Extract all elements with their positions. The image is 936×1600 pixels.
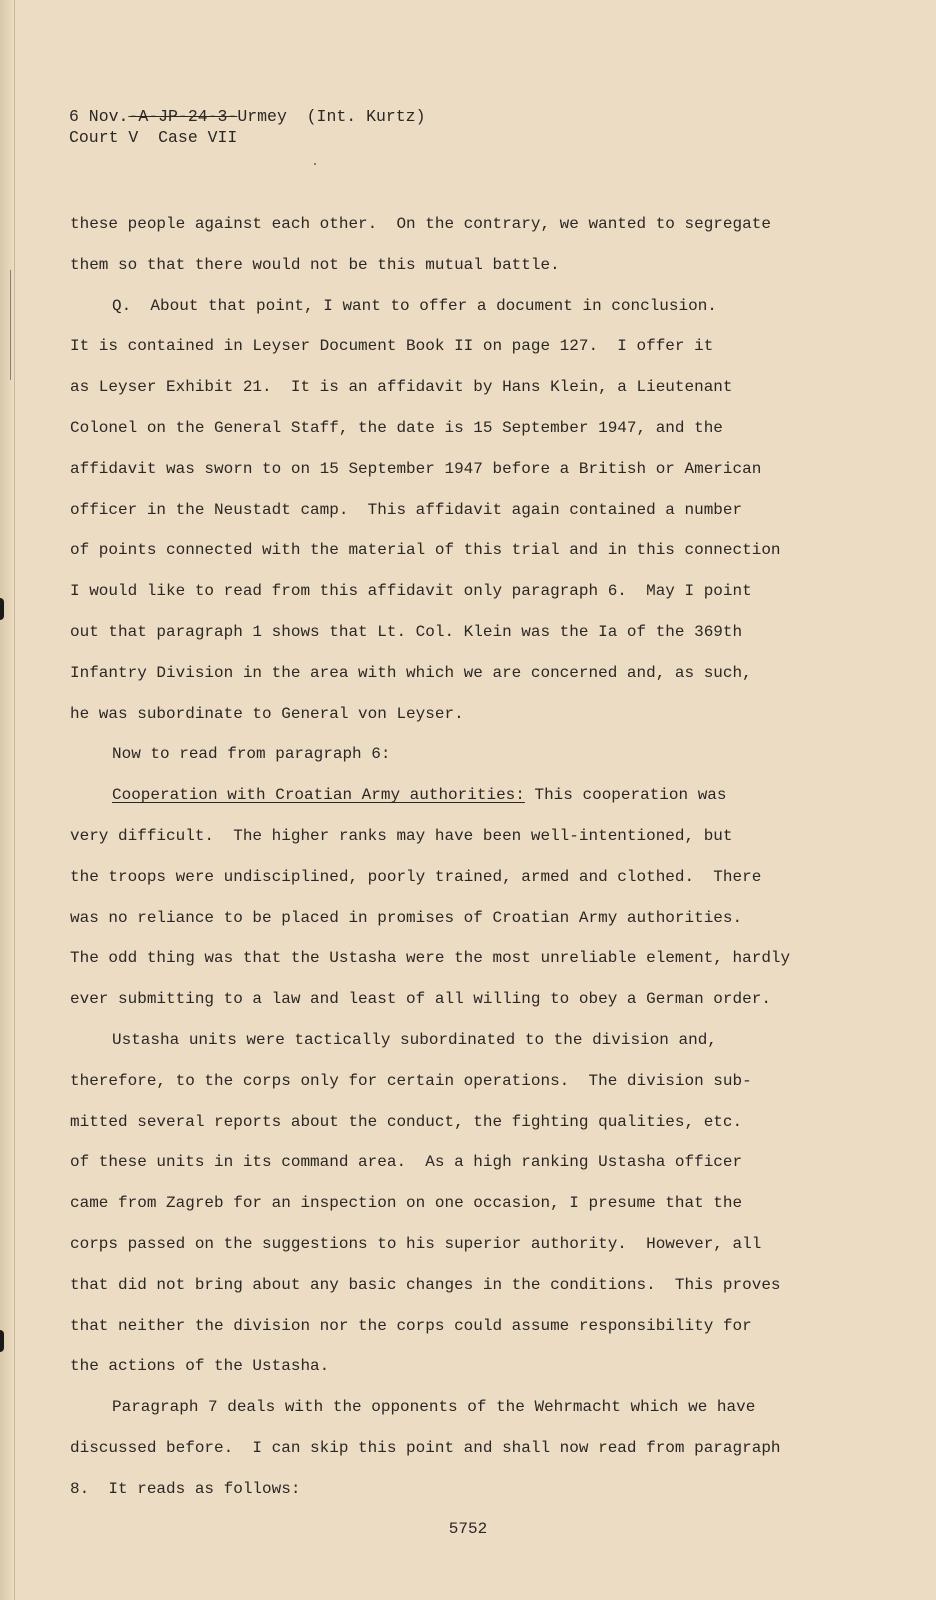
header-date: 6 Nov. [69, 107, 129, 126]
margin-pencil-mark [10, 270, 11, 380]
cooperation-heading: Cooperation with Croatian Army authorities: [112, 786, 525, 805]
transcript-line: he was subordinate to General von Leyser. [70, 704, 464, 723]
transcript-line: of these units in its command area. As a high ranking Ustasha officer [70, 1153, 743, 1172]
transcript-line: that did not bring about any basic changes in the conditions. This proves [70, 1275, 781, 1294]
header-court-case: Court V Case VII [69, 128, 238, 147]
stray-mark [314, 163, 316, 165]
transcript-line: It is contained in Leyser Document Book II on page 127. I offer it [70, 337, 714, 356]
binder-hole-top [0, 598, 4, 620]
document-header [69, 106, 425, 148]
transcript-line: affidavit was sworn to on 15 September 1947 before a British or American [70, 459, 762, 478]
page-number: 5752 [448, 1520, 488, 1538]
transcript-line: Colonel on the General Staff, the date is 15 September 1947, and the [70, 418, 723, 437]
transcript-line: officer in the Neustadt camp. This affidavit again contained a number [70, 500, 743, 519]
header-struck-code: -A-JP-24-3- [128, 107, 238, 126]
cooperation-rest: This cooperation was [524, 786, 727, 805]
transcript-line: Infantry Division in the area with which we are concerned and, as such, [70, 663, 752, 682]
transcript-line: corps passed on the suggestions to his superior authority. However, all [70, 1234, 762, 1253]
transcript-line: 8. It reads as follows: [70, 1479, 301, 1498]
transcript-line: the troops were undisciplined, poorly trained, armed and clothed. There [70, 867, 762, 886]
transcript-line: The odd thing was that the Ustasha were the most unreliable element, hardly [70, 949, 791, 968]
transcript-line: Ustasha units were tactically subordinated to the division and, [112, 1030, 717, 1049]
transcript-body [70, 204, 860, 1510]
transcript-line: Now to read from paragraph 6: [112, 745, 391, 764]
transcript-line: mitted several reports about the conduct, the fighting qualities, etc. [70, 1112, 743, 1131]
page-border [14, 0, 15, 1600]
transcript-line: therefore, to the corps only for certain operations. The division sub- [70, 1071, 752, 1090]
transcript-line: discussed before. I can skip this point and shall now read from paragraph [70, 1438, 781, 1457]
transcript-line: as Leyser Exhibit 21. It is an affidavit by Hans Klein, a Lieutenant [70, 378, 733, 397]
transcript-line: Q. About that point, I want to offer a document in conclusion. [112, 296, 717, 315]
paper-edge [0, 0, 14, 1600]
transcript-line: I would like to read from this affidavit only paragraph 6. May I point [70, 582, 752, 601]
transcript-line: them so that there would not be this mutual battle. [70, 255, 560, 274]
transcript-line: these people against each other. On the contrary, we wanted to segregate [70, 215, 771, 233]
transcript-line: Paragraph 7 deals with the opponents of the Wehrmacht which we have [112, 1398, 756, 1417]
transcript-line: very difficult. The higher ranks may have been well-intentioned, but [70, 826, 733, 845]
transcript-line: ever submitting to a law and least of all willing to obey a German order. [70, 990, 771, 1009]
binder-hole-bottom [0, 1330, 4, 1352]
transcript-line: out that paragraph 1 shows that Lt. Col. Klein was the Ia of the 369th [70, 622, 743, 641]
transcript-line: was no reliance to be placed in promises of Croatian Army authorities. [70, 908, 743, 927]
transcript-line-cooperation [70, 775, 860, 816]
header-reporter: Urmey (Int. Kurtz) [237, 107, 426, 126]
transcript-line: that neither the division nor the corps could assume responsibility for [70, 1316, 752, 1335]
transcript-line: of points connected with the material of this trial and in this connection [70, 541, 781, 560]
transcript-line: the actions of the Ustasha. [70, 1357, 330, 1376]
transcript-line: came from Zagreb for an inspection on one occasion, I presume that the [70, 1194, 743, 1213]
